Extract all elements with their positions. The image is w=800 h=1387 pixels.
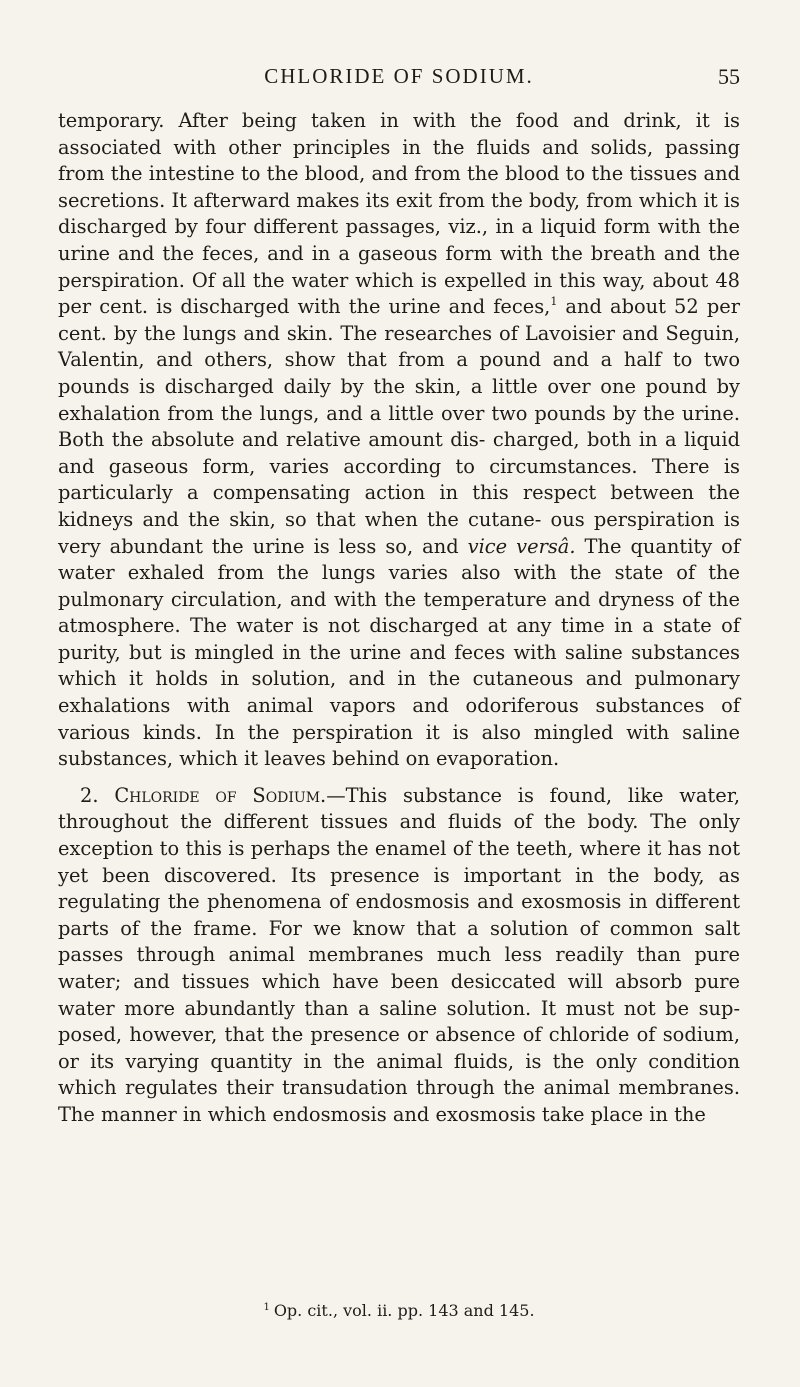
running-head [58,64,740,94]
italic-phrase: vice versâ. [467,534,576,558]
paragraph-chloride-of-sodium [58,783,740,1129]
footnote-text: Op. cit., vol. ii. pp. 143 and 145. [273,1301,535,1320]
footnote-reference: 1 [550,295,558,309]
footnote [58,1301,740,1320]
paragraph-text: temporary. After being taken in with the food and drink, it is associated with other principles in the fluids and solids, passing from the intestine to the blood, and from the blood to the tissues and secretions. It afterward makes its exit from the body, from which it is discharged by four different passages, viz., in a liquid form with the urine and the feces, and in a gaseous form with the breath and the perspiration. Of all the water which is expelled in this way, about 48 per cent. is discharged with the urine and feces, [58,109,740,319]
paragraph-text: The quantity of water exhaled from the lungs varies also with the state of the pulmonary circulation, and with the temperature and dryness of the atmosphere. The water is not discharged at any time in a state of purity, but is mingled in the urine and feces with saline substances which it holds in solution, and in the cutaneous and pulmonary exhalations with animal vapors and odoriferous substances of various kinds. In the perspiration it is also mingled with saline substances, which it leaves behind on evaporation. [58,534,741,771]
paragraph-text: —This substance is found, like water, throughout the different tissues and fluids of the body. The only exception to this is perhaps the enamel of the teeth, where it has not yet been discovered. Its presence is important in the body, as regulating the phenomena of endosmosis and exosmosis in different parts of the frame. For we know that a solution of common salt passes through animal membranes much less readily than pure water; and tissues which have been desiccated will absorb pure water more abundantly than a saline solution. It must not be sup- posed, however, that the presence or absence of chloride of sodium, or its varying quantity in the animal fluids, is the only condition which regulates their transudation through the animal membranes. The manner in which endosmosis and exosmosis take place in the [58,783,741,1126]
footnote-mark: 1 [263,1302,270,1313]
section-number: 2. [80,783,99,807]
paragraph-water [58,108,740,773]
book-page [58,0,740,1387]
paragraph-text: and about 52 per cent. by the lungs and skin. The researches of Lavoisier and Seguin, Valentin, and others, show that from a pound and a half to two pounds is discharged daily by the skin, a little over one pound by exhalation from the lungs, and a little over two pounds by the urine. Both the absolute and relative amount dis- charged, both in a liquid and gaseous form, varies according to circumstances. There is particularly a compensating action in this respect between the kidneys and the skin, so that when the cutane- ous perspiration is very abundant the urine is less so, and [58,295,740,558]
page-number: 55 [718,64,740,89]
section-heading: Chloride of Sodium. [114,783,327,807]
running-title: CHLORIDE OF SODIUM. [264,64,534,88]
body-text [58,108,740,1129]
